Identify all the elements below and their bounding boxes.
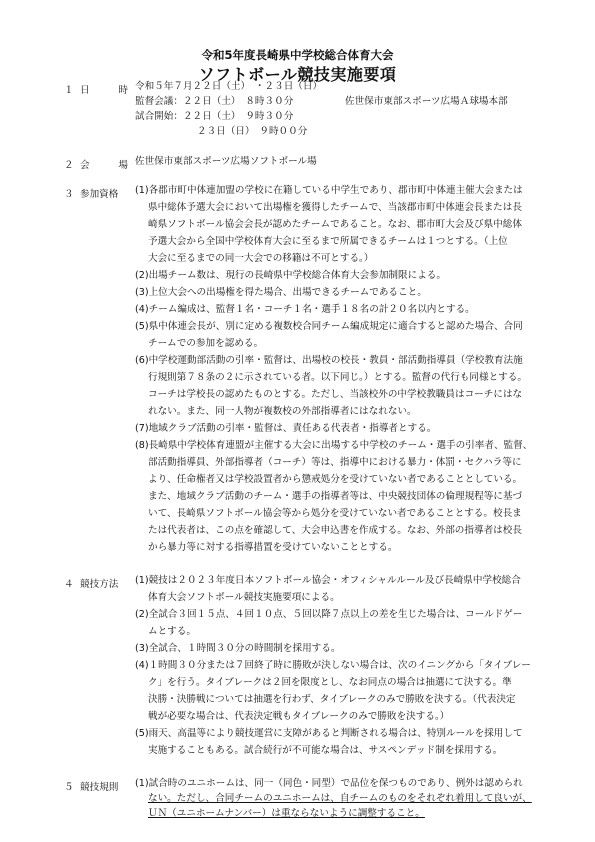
section-3-line: れない。また、同一人物が複数校の外部指導者にはなれない。: [148, 406, 417, 417]
section-1-label-part-2: 時: [118, 85, 128, 96]
section-5-number: ５: [64, 782, 74, 793]
section-3-line: たは代表者は、この点を確認して、大会申込書を作成する。なお、外部の指導者は校長: [148, 525, 522, 536]
section-4-line: (1)競技は２０２３年度日本ソフトボール協会・オフィシャルルール及び長崎県中学校総合: [135, 575, 521, 586]
section-3-number: ３: [64, 189, 74, 200]
section-4-number: ４: [64, 579, 74, 590]
section-1-label-part-1: 日: [80, 85, 90, 96]
section-3-line: 県中総体予選大会において出場権を獲得したチームで、当該郡市町中体連会長または長: [148, 202, 522, 213]
section-4-line: (2)全試合３回１５点、４回１０点、５回以降７点以上の差を生じた場合は、コールドゲー: [135, 609, 523, 620]
section-3-line: から暴力等に対する指導措置を受けていないこととする。: [148, 542, 398, 553]
schedule-dates: 令和５年７月２２日（土） ・２３日（日）: [135, 81, 323, 92]
document-subtitle: 令和5年度長崎県中学校総合体育大会: [201, 48, 394, 62]
section-3-line: (7)地域クラブ活動の引率・監督は、責任ある代表者・指導者とする。: [135, 423, 437, 434]
section-3-line: より、任命権者又は学校設置者から懲戒処分を受けていない者であることとしている。: [148, 474, 523, 485]
section-4-line: (3)全試合、１時間３０分の時間制を採用する。: [135, 643, 341, 654]
schedule-meeting: 監督会議：２２日（土） ８時３０分: [135, 96, 294, 107]
section-4-label-text: 競技方法: [80, 579, 119, 590]
section-4-line: 決勝・決勝戦については抽選を行わず、タイブレークのみで勝敗を決する。（代表決定: [148, 694, 516, 705]
section-3-line: チームでの参加を認める。: [148, 338, 264, 349]
section-3-line: (6)中学校運動部活動の引率・監督は、出場校の校長・教員・部活動指導員（学校教育法施: [135, 355, 523, 366]
section-3-line: 予選大会から全国中学校体育大会に至るまで所属できるチームは１つとする。（上位: [148, 236, 508, 247]
section-3-line: 部活動指導員、外部指導者（コーチ）等は、指導中における暴力・体罰・セクハラ等に: [148, 457, 522, 468]
venue-text: 佐世保市東部スポーツ広場ソフトボール場: [135, 156, 317, 167]
section-3-line: (8)長崎県中学校体育連盟が主催する大会に出場する中学校のチーム・選手の引率者、監督、: [135, 440, 533, 451]
section-1-label: [80, 82, 128, 96]
section-4-line: (4)１時間３０分または７回終了時に勝敗が決しない場合は、次のイニングから「タイブレー: [135, 660, 531, 671]
section-5-line-underlined: ない。ただし、合同チームのユニホームは、自チームのものをそれぞれ着用して良いが、: [148, 793, 532, 804]
section-3-line: 崎県ソフトボール協会会長が認めたチームであること。なお、郡市町大会及び県中総体: [148, 219, 522, 230]
section-4-line: (5)雨天、高温等により競技運営に支障があると判断される場合は、特別ルールを採用して: [135, 728, 523, 739]
section-4-line: ムとする。: [148, 626, 196, 637]
section-3-line: コーチは学校長の認めたものとする。ただし、当該校外の中学校教職員はコーチにはな: [148, 389, 523, 400]
section-3-line: (1)各郡市町中体連加盟の学校に在籍している中学生であり、郡市町中体連主催大会または: [135, 185, 523, 196]
section-5-label-text: 競技規則: [80, 782, 119, 793]
section-3-line: (3)上位大会への出場権を得た場合、出場できるチームであること。: [135, 287, 427, 298]
section-3-line: また、地域クラブ活動のチーム・選手の指導者等は、中央競技団体の倫理規程等に基づ: [148, 491, 523, 502]
section-5-line: (1)試合時のユニホームは、同一（同色・同型）で品位を保つものであり、例外は認められ: [135, 778, 523, 789]
section-2-number: ２: [64, 160, 74, 171]
section-3-line: (5)県中体連会長が、別に定める複数校合同チーム編成規定に適合すると認めた場合、合同: [135, 321, 523, 332]
section-3-line: いて、長崎県ソフトボール協会等から処分を受けていない者であることとする。校長ま: [148, 508, 522, 519]
section-4-line: 体育大会ソフトボール競技実施要項による。: [148, 592, 340, 603]
section-2-label-part-1: 会: [80, 160, 90, 171]
section-4-line: 実施することもある。試合続行が不可能な場合は、サスペンデッド制を採用する。: [148, 745, 503, 756]
section-3-line: (4)チーム編成は、監督１名・コーチ１名・選手１８名の計２０名以内とする。: [135, 304, 475, 315]
document-title: ソフトボール競技実施要項: [198, 65, 397, 84]
schedule-meeting-place: 佐世保市東部スポーツ広場Ａ球場本部: [345, 96, 508, 107]
section-5-line-underlined: ＵＮ（ユニホームナンバー）は重ならないように調整すること。: [148, 808, 425, 819]
schedule-start-day1: 試合開始：２２日（土） ９時３０分: [135, 111, 294, 122]
section-3-line: 行規則第７８条の２に示されている者。以下同じ。）とする。監督の代行も同様とする。: [148, 372, 527, 383]
section-3-label-text: 参加資格: [80, 189, 119, 200]
section-1-number: １: [64, 85, 74, 96]
schedule-start-day2: ２３日（日） ９時００分: [197, 126, 308, 137]
section-4-label: [80, 576, 128, 590]
section-3-label: [80, 186, 128, 200]
section-3-line: 大会に至るまでの同一大会での移籍は不可とする。）: [148, 253, 374, 264]
section-2-label-part-2: 場: [118, 160, 128, 171]
section-4-line: 戦が必要な場合は、代表決定戦もタイブレークのみで勝敗を決する。）: [148, 711, 450, 722]
section-3-line: (2)出場チーム数は、現行の長崎県中学校総合体育大会参加制限による。: [135, 270, 446, 281]
section-4-line: ク」を行う。タイブレークは２回を限度とし、なお同点の場合は抽選にて決する。準: [148, 677, 512, 688]
section-5-label: [80, 779, 128, 793]
section-2-label: [80, 157, 128, 171]
